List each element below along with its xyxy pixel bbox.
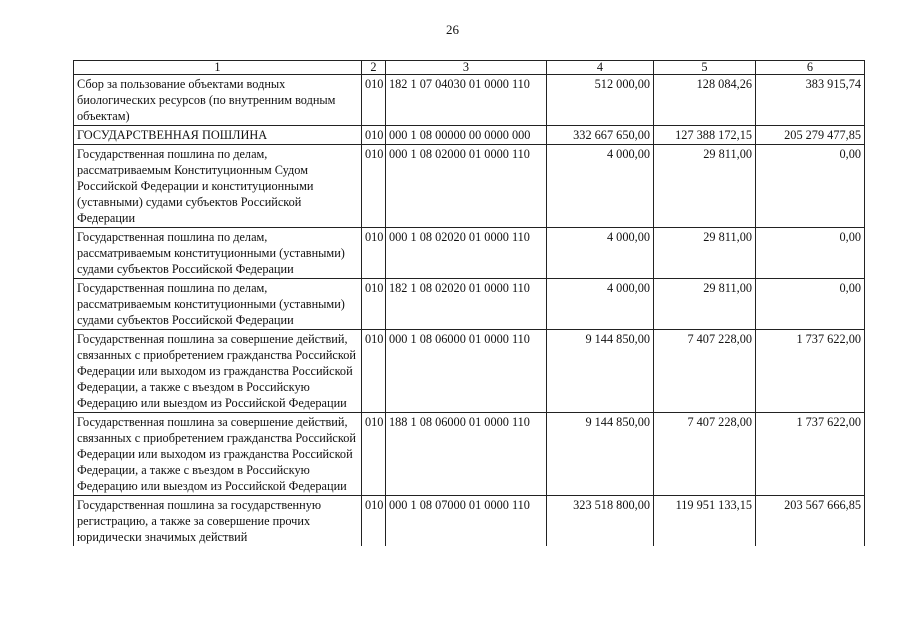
row-value-4: 4 000,00: [547, 228, 654, 279]
table-row: [74, 145, 865, 228]
row-value-6: 0,00: [756, 279, 865, 330]
row-name: Государственная пошлина за совершение действий, связанных с приобретением гражданства Российской Федерации или выходом из гражданства Российской Федерации, а также с въездом в Российскую Федерацию или выездом из Российской Федерации: [74, 413, 362, 496]
row-value-4: 9 144 850,00: [547, 413, 654, 496]
table-row: [74, 413, 865, 496]
row-name: Сбор за пользование объектами водных биологических ресурсов (по внутренним водным объектам): [74, 75, 362, 126]
column-header-2: 2: [362, 61, 386, 75]
column-header-4: 4: [547, 61, 654, 75]
row-value-4: 9 144 850,00: [547, 330, 654, 413]
row-budget-code: 000 1 08 02020 01 0000 110: [386, 228, 547, 279]
page-number: 26: [446, 22, 459, 37]
row-budget-code: 000 1 08 02000 01 0000 110: [386, 145, 547, 228]
row-value-4: 4 000,00: [547, 145, 654, 228]
row-code: 010: [362, 126, 386, 145]
row-value-4: 332 667 650,00: [547, 126, 654, 145]
row-code: 010: [362, 279, 386, 330]
row-value-5: 7 407 228,00: [654, 413, 756, 496]
row-value-5: 119 951 133,15: [654, 496, 756, 547]
row-budget-code: 000 1 08 00000 00 0000 000: [386, 126, 547, 145]
row-name: Государственная пошлина по делам, рассматриваемым Конституционным Судом Российской Федерации и конституционными (уставными) судами субъектов Российской Федерации: [74, 145, 362, 228]
row-value-5: 127 388 172,15: [654, 126, 756, 145]
column-header-1: 1: [74, 61, 362, 75]
row-code: 010: [362, 75, 386, 126]
row-name: Государственная пошлина за совершение действий, связанных с приобретением гражданства Российской Федерации или выходом из гражданства Российской Федерации, а также с въездом в Российскую Федерацию или выездом из Российской Федерации: [74, 330, 362, 413]
row-value-4: 323 518 800,00: [547, 496, 654, 547]
row-value-5: 29 811,00: [654, 145, 756, 228]
row-value-6: 203 567 666,85: [756, 496, 865, 547]
row-name: Государственная пошлина за государственную регистрацию, а также за совершение прочих юридически значимых действий: [74, 496, 362, 547]
table-row: [74, 228, 865, 279]
row-name: Государственная пошлина по делам, рассматриваемым конституционными (уставными) судами субъектов Российской Федерации: [74, 279, 362, 330]
row-name: Государственная пошлина по делам, рассматриваемым конституционными (уставными) судами субъектов Российской Федерации: [74, 228, 362, 279]
row-code: 010: [362, 145, 386, 228]
row-budget-code: 188 1 08 06000 01 0000 110: [386, 413, 547, 496]
row-budget-code: 182 1 07 04030 01 0000 110: [386, 75, 547, 126]
row-value-6: 205 279 477,85: [756, 126, 865, 145]
table-row: [74, 75, 865, 126]
row-value-4: 512 000,00: [547, 75, 654, 126]
row-value-6: 0,00: [756, 228, 865, 279]
table-row: [74, 279, 865, 330]
row-value-4: 4 000,00: [547, 279, 654, 330]
row-value-6: 0,00: [756, 145, 865, 228]
row-value-6: 383 915,74: [756, 75, 865, 126]
row-value-5: 29 811,00: [654, 228, 756, 279]
row-budget-code: 000 1 08 07000 01 0000 110: [386, 496, 547, 547]
row-budget-code: 182 1 08 02020 01 0000 110: [386, 279, 547, 330]
row-value-6: 1 737 622,00: [756, 413, 865, 496]
budget-table: [73, 60, 865, 546]
table-row: [74, 126, 865, 145]
row-value-5: 29 811,00: [654, 279, 756, 330]
row-code: 010: [362, 228, 386, 279]
table-header-row: [74, 61, 865, 75]
row-name: ГОСУДАРСТВЕННАЯ ПОШЛИНА: [74, 126, 362, 145]
table-row: [74, 496, 865, 547]
row-code: 010: [362, 413, 386, 496]
row-value-5: 128 084,26: [654, 75, 756, 126]
row-code: 010: [362, 496, 386, 547]
column-header-3: 3: [386, 61, 547, 75]
column-header-5: 5: [654, 61, 756, 75]
column-header-6: 6: [756, 61, 865, 75]
row-value-6: 1 737 622,00: [756, 330, 865, 413]
row-value-5: 7 407 228,00: [654, 330, 756, 413]
row-budget-code: 000 1 08 06000 01 0000 110: [386, 330, 547, 413]
table-row: [74, 330, 865, 413]
row-code: 010: [362, 330, 386, 413]
